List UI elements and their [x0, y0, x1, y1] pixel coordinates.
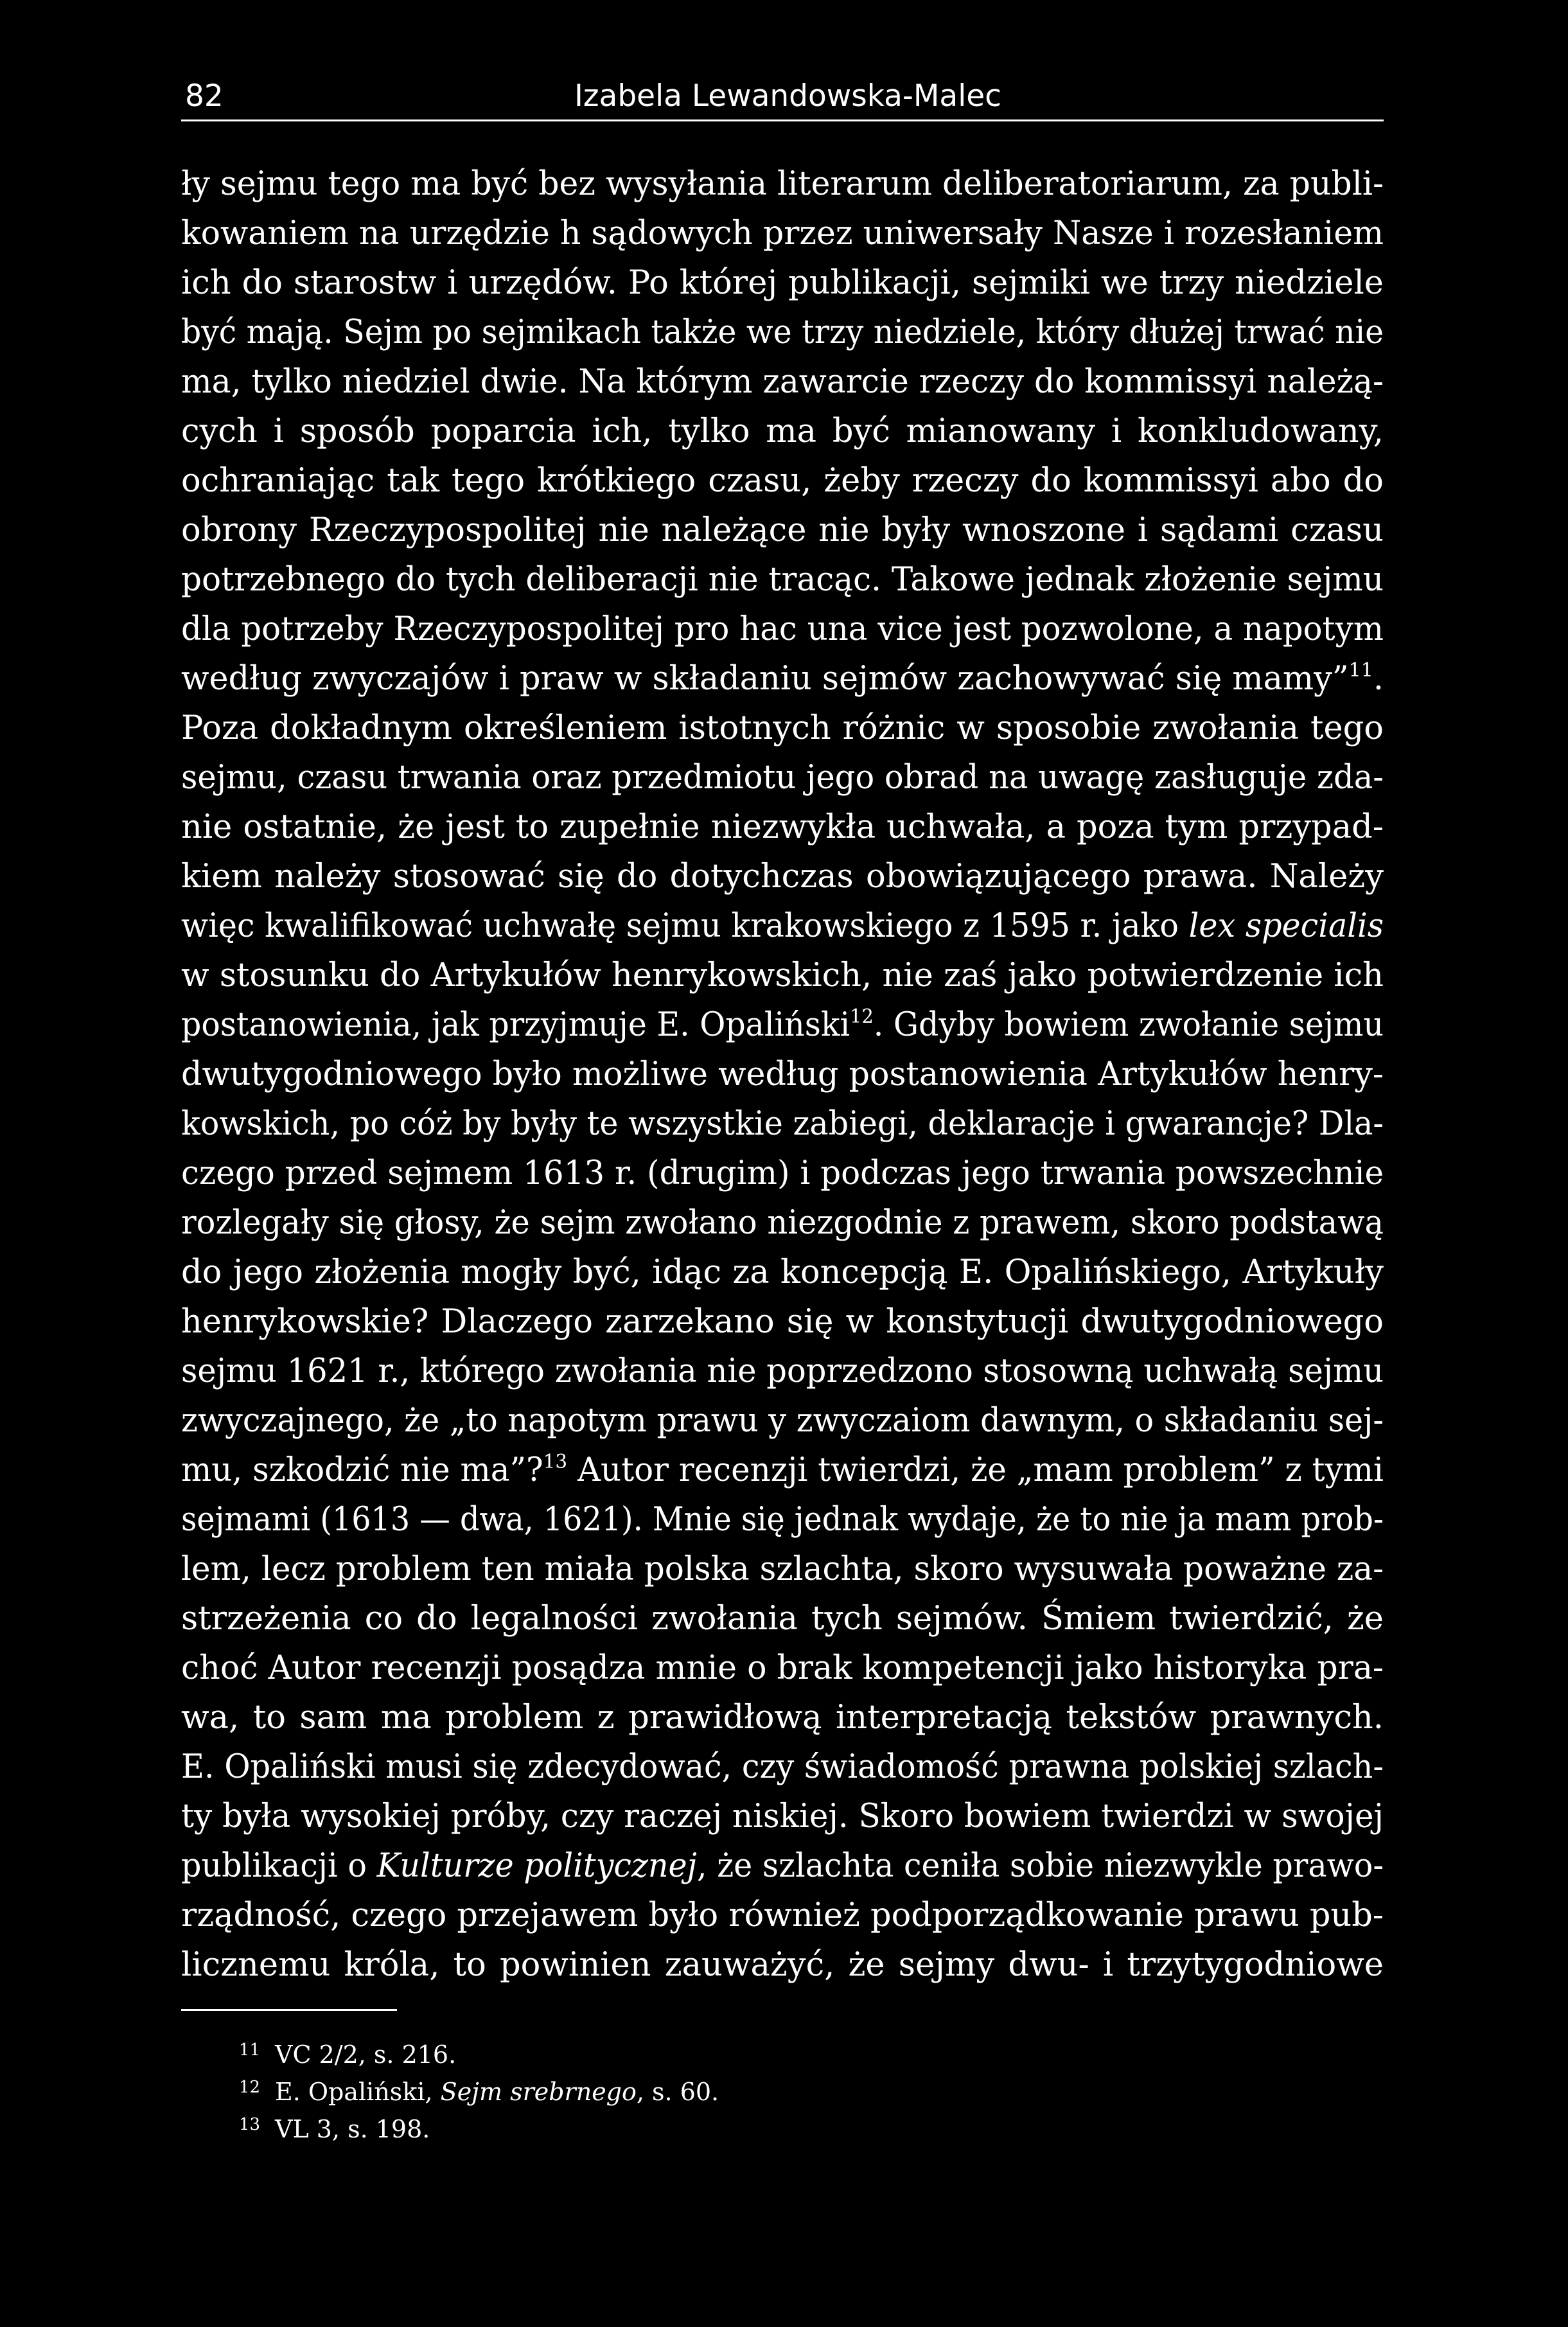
line-text: Autor recenzji twierdzi, że „mam problem” z tymi [567, 1451, 1384, 1489]
text-line: ty była wysokiej próby, czy raczej niskiej. Skoro bowiem twierdzi w swojej [181, 1798, 1384, 1836]
line-text: postanowienia, jak przyjmuje E. Opaliński [181, 1006, 850, 1044]
text-line [181, 1446, 1384, 1495]
text-line: sejmami (1613 — dwa, 1621). Mnie się jednak wydaje, że to nie ja mam prob- [181, 1501, 1384, 1539]
text-line: sejmu 1621 r., którego zwołania nie poprzedzono stosowną uchwałą sejmu [181, 1352, 1384, 1390]
text-line: zwyczajnego, że „to napotym prawu y zwyczaiom dawnym, o składaniu sej- [181, 1402, 1384, 1440]
text-line [181, 1000, 1384, 1050]
text-line: obrony Rzeczypospolitej nie należące nie były wnoszone i sądami czasu [181, 511, 1384, 549]
text-line: henrykowskie? Dlaczego zarzekano się w konstytucji dwutygodniowego [181, 1303, 1384, 1341]
text-line: czego przed sejmem 1613 r. (drugim) i podczas jego trwania powszechnie [181, 1155, 1384, 1192]
footnote-number: 11 [239, 2040, 261, 2060]
footnote-ref[interactable]: 13 [543, 1451, 568, 1473]
footnote-text: E. Opaliński, [275, 2078, 441, 2106]
text-line: potrzebnego do tych deliberacji nie tracąc. Takowe jednak złożenie sejmu [181, 561, 1384, 599]
line-text: . [1373, 660, 1384, 698]
text-line: kowaniem na urzędzie h sądowych przez uniwersały Nasze i rozesłaniem [181, 215, 1384, 252]
footnote-13 [239, 2106, 1331, 2143]
text-line [181, 901, 1384, 951]
text-line: sejmu, czasu trwania oraz przedmiotu jego obrad na uwagę zasługuje zda- [181, 759, 1384, 797]
footnote-text: VL 3, s. 198. [275, 2115, 430, 2143]
text-line: dla potrzeby Rzeczypospolitej pro hac una vice jest pozwolone, a napotym [181, 610, 1384, 648]
line-text: , że szlachta ceniła sobie niezwykle prawo- [696, 1847, 1384, 1885]
header-author: Izabela Lewandowska-Malec [574, 78, 1002, 114]
footnote-number: 12 [239, 2078, 261, 2097]
text-line: w stosunku do Artykułów henrykowskich, nie zaś jako potwierdzenie ich [181, 957, 1384, 995]
italic-title: Kulturze politycznej [376, 1847, 697, 1885]
text-line: choć Autor recenzji posądza mnie o brak kompetencji jako historyka pra- [181, 1649, 1384, 1687]
text-line: E. Opaliński musi się zdecydować, czy świadomość prawna polskiej szlach- [181, 1748, 1384, 1786]
text-line: kiem należy stosować się do dotychczas obowiązującego prawa. Należy [181, 858, 1384, 896]
text-line [181, 654, 1384, 703]
text-line: ich do starostw i urzędów. Po której publikacji, sejmiki we trzy niedziele [181, 264, 1384, 302]
footnote-text: , s. 60. [636, 2078, 719, 2106]
text-line [181, 1841, 1384, 1891]
text-line: być mają. Sejm po sejmikach także we trzy niedziele, który dłużej trwać nie [181, 314, 1384, 351]
line-text: publikacji o [181, 1847, 377, 1885]
text-line: strzeżenia co do legalności zwołania tych sejmów. Śmiem twierdzić, że [181, 1600, 1384, 1638]
running-head [181, 71, 1384, 122]
text-line: cych i sposób poparcia ich, tylko ma być mianowany i konkludowany, [181, 412, 1384, 450]
text-line: wa, to sam ma problem z prawidłową interpretacją tekstów prawnych. [181, 1699, 1384, 1737]
line-text: . Gdyby bowiem zwołanie sejmu [873, 1006, 1384, 1044]
text-line: ły sejmu tego ma być bez wysyłania literarum deliberatoriarum, za publi- [181, 165, 1384, 203]
text-line: lem, lecz problem ten miała polska szlachta, skoro wysuwała poważne za- [181, 1550, 1384, 1588]
text-line: nie ostatnie, że jest to zupełnie niezwykła uchwała, a poza tym przypad- [181, 808, 1384, 846]
page-number: 82 [185, 78, 224, 114]
line-text: według zwyczajów i praw w składaniu sejmów zachowywać się mamy” [181, 660, 1349, 698]
text-line: ma, tylko niedziel dwie. Na którym zawarcie rzeczy do kommissyi należą- [181, 363, 1384, 401]
footnotes [239, 2031, 1331, 2143]
footnote-ref[interactable]: 11 [1348, 659, 1373, 682]
footnote-italic-title: Sejm srebrnego [440, 2078, 637, 2106]
footnote-number: 13 [239, 2115, 261, 2134]
footnote-rule [181, 2009, 397, 2011]
footnote-text: VC 2/2, s. 216. [275, 2040, 457, 2069]
text-line: Poza dokładnym określeniem istotnych różnic w sposobie zwołania tego [181, 709, 1384, 747]
footnote-ref[interactable]: 12 [850, 1005, 874, 1028]
text-line: kowskich, po cóż by były te wszystkie zabiegi, deklaracje i gwarancje? Dla- [181, 1105, 1384, 1143]
body-text [181, 159, 1384, 1990]
text-line: dwutygodniowego było możliwe według postanowienia Artykułów henry- [181, 1056, 1384, 1093]
italic-term: lex specialis [1188, 907, 1384, 945]
line-text: mu, szkodzić nie ma”? [181, 1451, 543, 1489]
text-line: rządność, czego przejawem było również podporządkowanie prawu pub- [181, 1897, 1384, 1934]
text-line: licznemu króla, to powinien zauważyć, że sejmy dwu- i trzytygodniowe [181, 1946, 1384, 1984]
footnote-12 [239, 2069, 1331, 2106]
text-line: ochraniając tak tego krótkiego czasu, żeby rzeczy do kommissyi abo do [181, 462, 1384, 500]
header-rule [181, 119, 1384, 121]
text-line: rozlegały się głosy, że sejm zwołano niezgodnie z prawem, skoro podstawą [181, 1204, 1384, 1242]
footnote-11 [239, 2031, 1331, 2069]
line-text: więc kwalifikować uchwałę sejmu krakowskiego z 1595 r. jako [181, 907, 1189, 945]
text-line: do jego złożenia mogły być, idąc za koncepcją E. Opalińskiego, Artykuły [181, 1253, 1384, 1291]
